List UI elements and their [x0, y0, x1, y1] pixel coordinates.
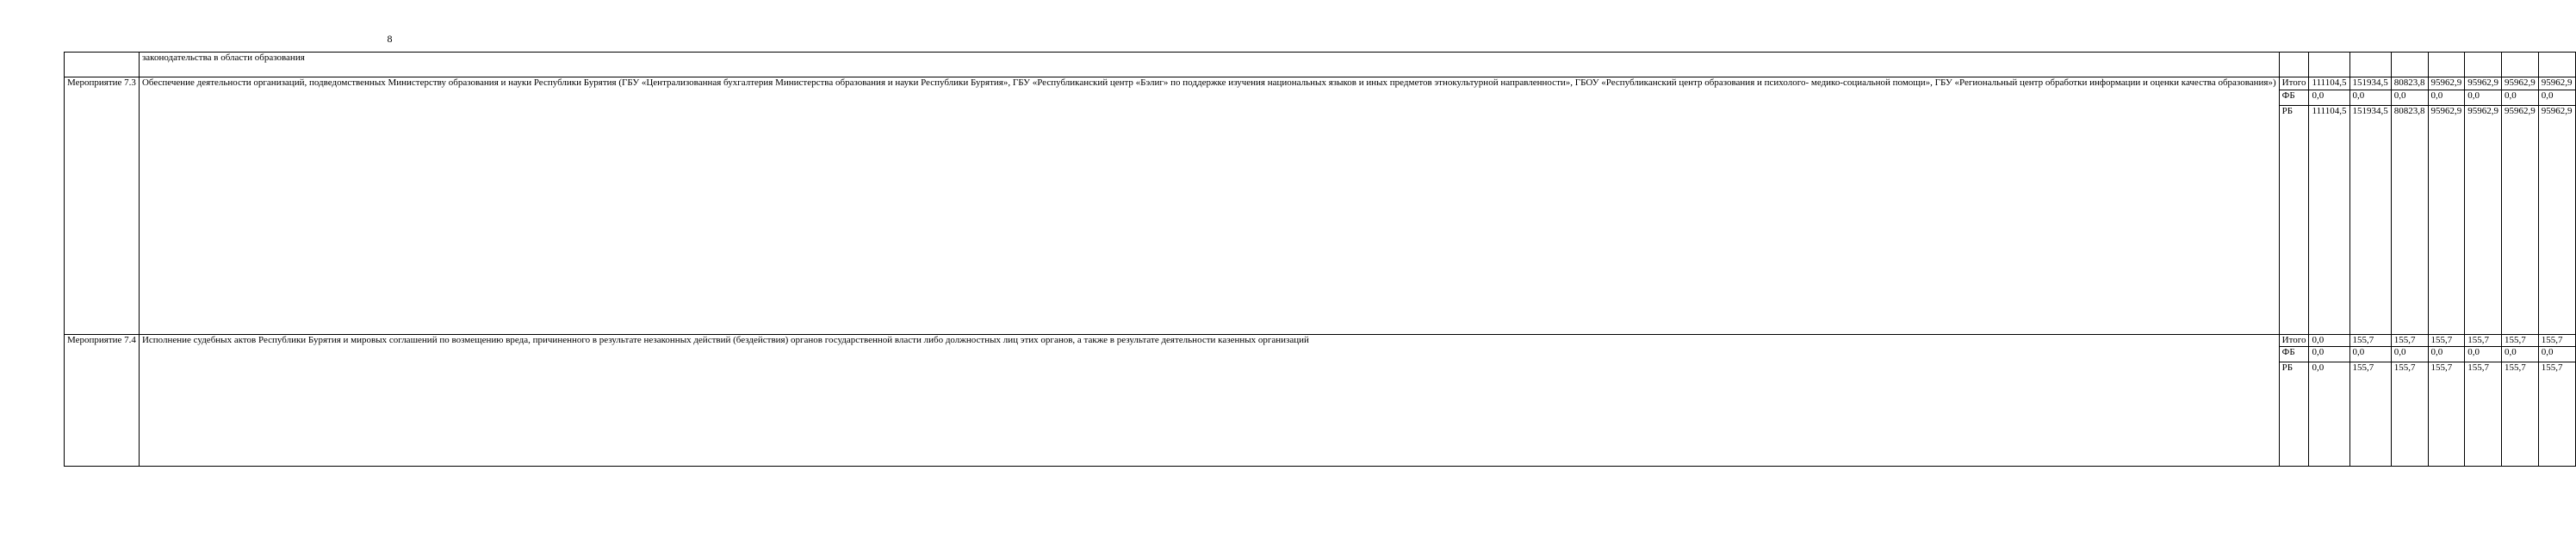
value-cell	[2465, 53, 2502, 77]
value-cell: 155,7	[2428, 362, 2465, 467]
value-cell: 0,0	[2465, 347, 2502, 362]
value-cell: 0,0	[2538, 90, 2575, 105]
value-cell	[2309, 53, 2349, 77]
table-row	[65, 334, 2576, 347]
value-cell: 155,7	[2428, 334, 2465, 347]
event-label: Мероприятие 7.4	[65, 334, 140, 467]
description-cell: Обеспечение деятельности организаций, подведомственных Министерству образования и науки Республики Бурятия (ГБУ «Централизованная бухгалтерия Министерства образования и науки Республики Бурятия», ГБУ «Республиканский центр «Бэлиг» по поддержке изучения национальных языков и иных предметов этнокультурной направленности», ГБОУ «Республиканский центр образования и психолого- медико-социальной помощи», ГБУ «Региональный центр обработки информации и оценки качества образования»)	[139, 77, 2279, 335]
source-label: Итого	[2279, 77, 2309, 90]
description-cell: законодательства в области образования	[139, 53, 2279, 77]
value-cell: 155,7	[2349, 334, 2391, 347]
value-cell: 155,7	[2391, 362, 2428, 467]
value-cell: 155,7	[2502, 362, 2539, 467]
budget-table	[64, 52, 2576, 467]
value-cell: 95962,9	[2428, 77, 2465, 90]
value-cell	[2349, 53, 2391, 77]
source-label: ФБ	[2279, 347, 2309, 362]
value-cell: 155,7	[2465, 334, 2502, 347]
value-cell: 95962,9	[2538, 105, 2575, 334]
value-cell: 0,0	[2538, 347, 2575, 362]
value-cell: 0,0	[2428, 347, 2465, 362]
value-cell: 0,0	[2309, 347, 2349, 362]
value-cell: 111104,5	[2309, 77, 2349, 90]
value-cell	[2391, 53, 2428, 77]
value-cell	[2428, 53, 2465, 77]
value-cell: 95962,9	[2538, 77, 2575, 90]
page-number: 8	[387, 33, 393, 45]
value-cell: 95962,9	[2465, 77, 2502, 90]
value-cell: 95962,9	[2465, 105, 2502, 334]
value-cell: 0,0	[2465, 90, 2502, 105]
value-cell	[2538, 53, 2575, 77]
source-label: РБ	[2279, 105, 2309, 334]
value-cell: 0,0	[2428, 90, 2465, 105]
value-cell: 95962,9	[2502, 105, 2539, 334]
value-cell: 0,0	[2391, 90, 2428, 105]
table-row	[65, 77, 2576, 90]
value-cell: 0,0	[2309, 334, 2349, 347]
source-label: РБ	[2279, 362, 2309, 467]
value-cell: 155,7	[2538, 362, 2575, 467]
value-cell: 155,7	[2349, 362, 2391, 467]
value-cell: 0,0	[2309, 90, 2349, 105]
value-cell: 155,7	[2465, 362, 2502, 467]
value-cell: 151934,5	[2349, 77, 2391, 90]
value-cell: 0,0	[2391, 347, 2428, 362]
event-cell	[65, 53, 140, 77]
value-cell: 95962,9	[2428, 105, 2465, 334]
value-cell: 80823,8	[2391, 77, 2428, 90]
value-cell: 155,7	[2391, 334, 2428, 347]
value-cell: 0,0	[2502, 347, 2539, 362]
value-cell: 111104,5	[2309, 105, 2349, 334]
description-cell: Исполнение судебных актов Республики Бурятия и мировых соглашений по возмещению вреда, причиненного в результате незаконных действий (бездействия) органов государственной власти либо должностных лиц этих органов, а также в результате деятельности казенных организаций	[139, 334, 2279, 467]
value-cell: 0,0	[2349, 90, 2391, 105]
value-cell: 0,0	[2349, 347, 2391, 362]
table-row-continuation	[65, 53, 2576, 77]
value-cell: 155,7	[2502, 334, 2539, 347]
value-cell: 80823,8	[2391, 105, 2428, 334]
source-label: Итого	[2279, 334, 2309, 347]
event-label: Мероприятие 7.3	[65, 77, 140, 335]
value-cell: 151934,5	[2349, 105, 2391, 334]
value-cell: 95962,9	[2502, 77, 2539, 90]
value-cell: 0,0	[2502, 90, 2539, 105]
source-cell	[2279, 53, 2309, 77]
value-cell: 0,0	[2309, 362, 2349, 467]
value-cell: 155,7	[2538, 334, 2575, 347]
source-label: ФБ	[2279, 90, 2309, 105]
value-cell	[2502, 53, 2539, 77]
